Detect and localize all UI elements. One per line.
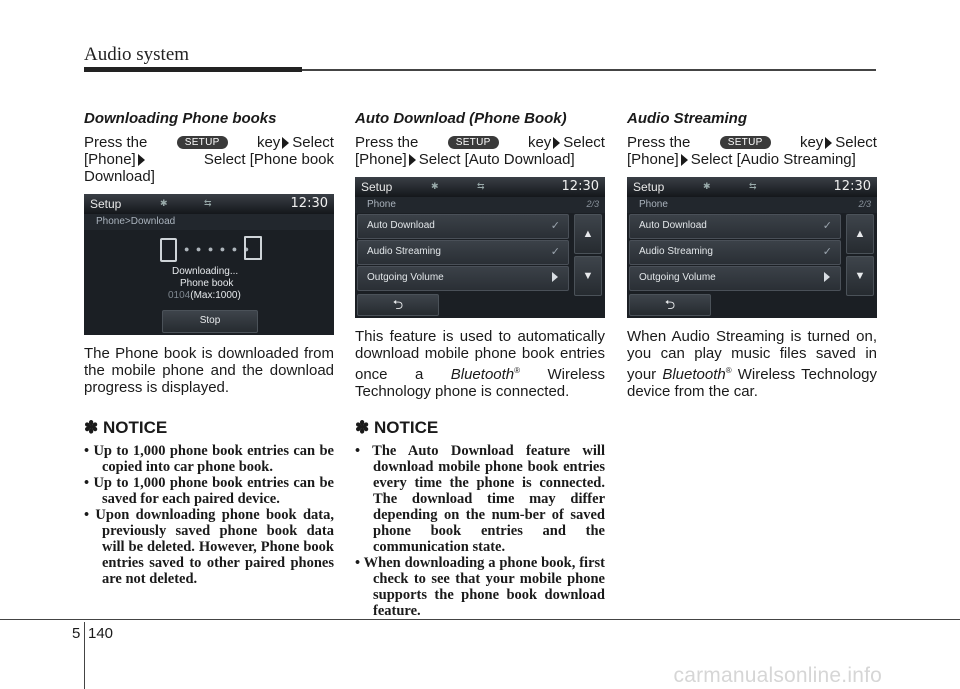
chapter-number: 5 xyxy=(72,625,81,642)
check-icon: ✓ xyxy=(822,220,832,232)
header-rule-thin xyxy=(302,69,876,71)
phone-device-icon xyxy=(160,238,177,262)
back-button[interactable] xyxy=(357,294,439,316)
scroll-up-button[interactable]: ▲ xyxy=(846,214,874,254)
instructions: Press the SETUP key Select [Phone] Select [Audio Streaming] xyxy=(627,134,877,168)
back-arrow-icon: ⮌ xyxy=(392,297,404,312)
notice-item: • The Auto Download feature will download mobile phone book entries every time the phone is connected. The download time may differ depending on the num-ber of saved phone book entries and the communication state. xyxy=(355,443,605,555)
chevron-right-icon xyxy=(824,272,830,282)
screen-title: Setup xyxy=(90,197,122,211)
page-header-title: Audio system xyxy=(84,44,190,65)
download-count: 0104(Max:1000) xyxy=(168,290,241,301)
phone-settings-screen xyxy=(355,177,605,318)
check-icon: ✓ xyxy=(550,246,560,258)
check-icon: ✓ xyxy=(822,246,832,258)
screen-title: Setup xyxy=(361,180,393,194)
section-description: When Audio Streaming is turned on, you can play music files saved in your Bluetooth® Wireless Technology device from the car. xyxy=(627,328,878,400)
screen-title: Setup xyxy=(633,180,665,194)
screen-subtitle: Phone xyxy=(639,199,668,210)
screen-subtitle: Phone xyxy=(367,199,396,210)
header-rule-thick xyxy=(84,67,302,72)
page-indicator: 2/3 xyxy=(858,199,871,209)
notice-item: • Up to 1,000 phone book entries can be copied into car phone book. xyxy=(84,443,334,475)
arrow-right-icon xyxy=(681,154,688,166)
bluetooth-icon: ✱ xyxy=(431,181,439,191)
scroll-down-button[interactable]: ▼ xyxy=(574,256,602,296)
column-auto-download xyxy=(355,110,605,619)
back-arrow-icon: ⮌ xyxy=(664,297,676,312)
menu-item-audio-streaming[interactable]: Audio Streaming ✓ xyxy=(357,240,569,265)
menu-item-audio-streaming[interactable]: Audio Streaming ✓ xyxy=(629,240,841,265)
instructions: Press the SETUP key Select [Phone] Select [Phone book Download] xyxy=(84,134,334,185)
watermark: carmanualsonline.info xyxy=(673,664,882,687)
usb-icon: ⇆ xyxy=(477,181,485,191)
notice-item: • When downloading a phone book, first check to see that your mobile phone supports the phone book download feature. xyxy=(355,555,605,619)
notice-box xyxy=(355,418,605,619)
notice-item: • Up to 1,000 phone book entries can be saved for each paired device. xyxy=(84,475,334,507)
menu-item-outgoing-volume[interactable]: Outgoing Volume xyxy=(629,266,841,291)
page-number: 140 xyxy=(88,625,114,642)
download-type: Phone book xyxy=(180,278,234,289)
stop-button[interactable]: Stop xyxy=(162,310,258,333)
arrow-right-icon xyxy=(553,137,560,149)
download-screen xyxy=(84,194,334,335)
instructions: Press the SETUP key Select [Phone] Select [Auto Download] xyxy=(355,134,605,168)
arrow-right-icon xyxy=(409,154,416,166)
footer-rule xyxy=(0,619,960,620)
back-button[interactable] xyxy=(629,294,711,316)
menu-item-outgoing-volume[interactable]: Outgoing Volume xyxy=(357,266,569,291)
setup-key-badge: SETUP xyxy=(448,136,499,149)
scroll-up-button[interactable]: ▲ xyxy=(574,214,602,254)
notice-box xyxy=(84,418,334,587)
arrow-right-icon xyxy=(138,154,145,166)
section-heading: Audio Streaming xyxy=(627,110,748,127)
bluetooth-icon: ✱ xyxy=(703,181,711,191)
section-description: The Phone book is downloaded from the mobile phone and the download progress is displayed. xyxy=(84,345,334,396)
notice-title: ✽ NOTICE xyxy=(84,418,168,437)
column-downloading-phone-books xyxy=(84,110,334,587)
breadcrumb: Phone>Download xyxy=(96,216,176,227)
setup-key-badge: SETUP xyxy=(177,136,228,149)
progress-dots: ● ● ● ● ● ● xyxy=(184,244,252,254)
arrow-right-icon xyxy=(282,137,289,149)
section-description: This feature is used to automatically download mobile phone book entries once a Bluetooth® Wireless Technology phone is connected. xyxy=(355,328,605,400)
menu-item-auto-download[interactable]: Auto Download ✓ xyxy=(629,214,841,239)
chevron-right-icon xyxy=(552,272,558,282)
notice-title: ✽ NOTICE xyxy=(355,418,439,437)
section-heading: Downloading Phone books xyxy=(84,110,277,127)
page-indicator: 2/3 xyxy=(586,199,599,209)
phone-settings-screen xyxy=(627,177,877,318)
column-audio-streaming xyxy=(627,110,878,400)
menu-item-auto-download[interactable]: Auto Download ✓ xyxy=(357,214,569,239)
usb-icon: ⇆ xyxy=(204,198,212,208)
scroll-down-button[interactable]: ▼ xyxy=(846,256,874,296)
notice-item: • Upon downloading phone book data, previously saved phone book data will be deleted. However, Phone book entries saved to other paired phones are not deleted. xyxy=(84,507,334,587)
screen-clock: 12:30 xyxy=(833,179,871,194)
setup-key-badge: SETUP xyxy=(720,136,771,149)
download-status: Downloading... xyxy=(172,266,239,277)
arrow-right-icon xyxy=(825,137,832,149)
bluetooth-phone-icon: ✱ xyxy=(160,198,168,208)
check-icon: ✓ xyxy=(550,220,560,232)
usb-icon: ⇆ xyxy=(749,181,757,191)
screen-clock: 12:30 xyxy=(290,196,328,211)
section-heading: Auto Download (Phone Book) xyxy=(355,110,567,127)
screen-clock: 12:30 xyxy=(561,179,599,194)
footer-divider xyxy=(84,622,85,689)
phonebook-document-icon xyxy=(244,236,262,260)
